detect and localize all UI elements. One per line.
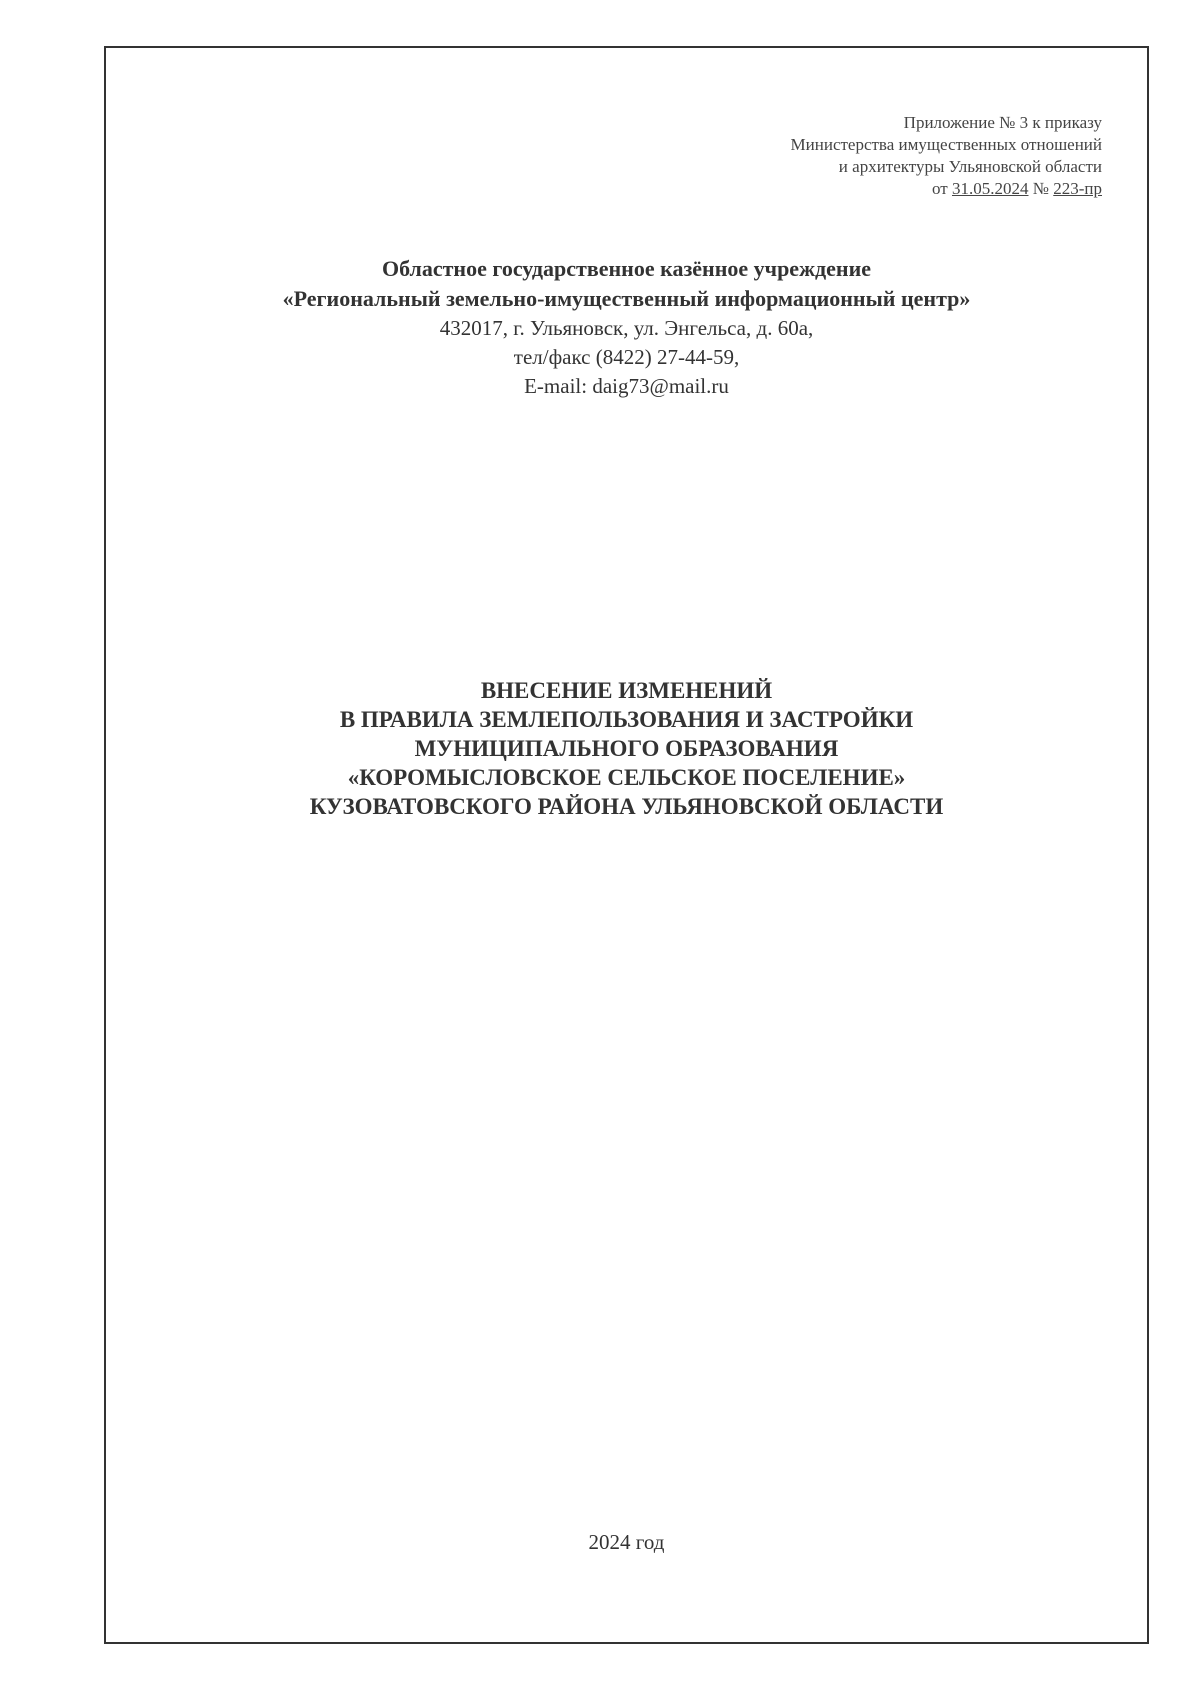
- appendix-line-2: Министерства имущественных отношений: [790, 135, 1102, 154]
- appendix-number: 223-пр: [1053, 179, 1102, 198]
- title-line-1: ВНЕСЕНИЕ ИЗМЕНЕНИЙ: [480, 678, 773, 703]
- org-address: 432017, г. Ульяновск, ул. Энгельса, д. 60а,: [439, 316, 814, 340]
- title-line-2: В ПРАВИЛА ЗЕМЛЕПОЛЬЗОВАНИЯ И ЗАСТРОЙКИ: [339, 707, 914, 732]
- title-line-5: КУЗОВАТОВСКОГО РАЙОНА УЛЬЯНОВСКОЙ ОБЛАСТИ: [309, 794, 944, 819]
- appendix-date: 31.05.2024: [952, 179, 1029, 198]
- appendix-line-1: Приложение № 3 к приказу: [903, 113, 1102, 132]
- org-name-line-1: Областное государственное казённое учреждение: [381, 256, 872, 281]
- org-name-line-2: «Региональный земельно-имущественный информационный центр»: [282, 286, 971, 311]
- appendix-line-3: и архитектуры Ульяновской области: [838, 157, 1102, 176]
- title-line-4: «КОРОМЫСЛОВСКОЕ СЕЛЬСКОЕ ПОСЕЛЕНИЕ»: [347, 765, 906, 790]
- appendix-date-prefix: от: [932, 179, 948, 198]
- appendix-date-line: [791, 178, 1102, 200]
- org-phone: тел/факс (8422) 27-44-59,: [513, 345, 740, 369]
- document-year: 2024 год: [588, 1530, 665, 1554]
- appendix-block: [791, 112, 1102, 200]
- organization-block: [104, 254, 1149, 401]
- title-line-3: МУНИЦИПАЛЬНОГО ОБРАЗОВАНИЯ: [414, 736, 839, 761]
- document-title: [104, 676, 1149, 821]
- org-email: E-mail: daig73@mail.ru: [524, 374, 729, 398]
- appendix-number-prefix: №: [1032, 179, 1049, 198]
